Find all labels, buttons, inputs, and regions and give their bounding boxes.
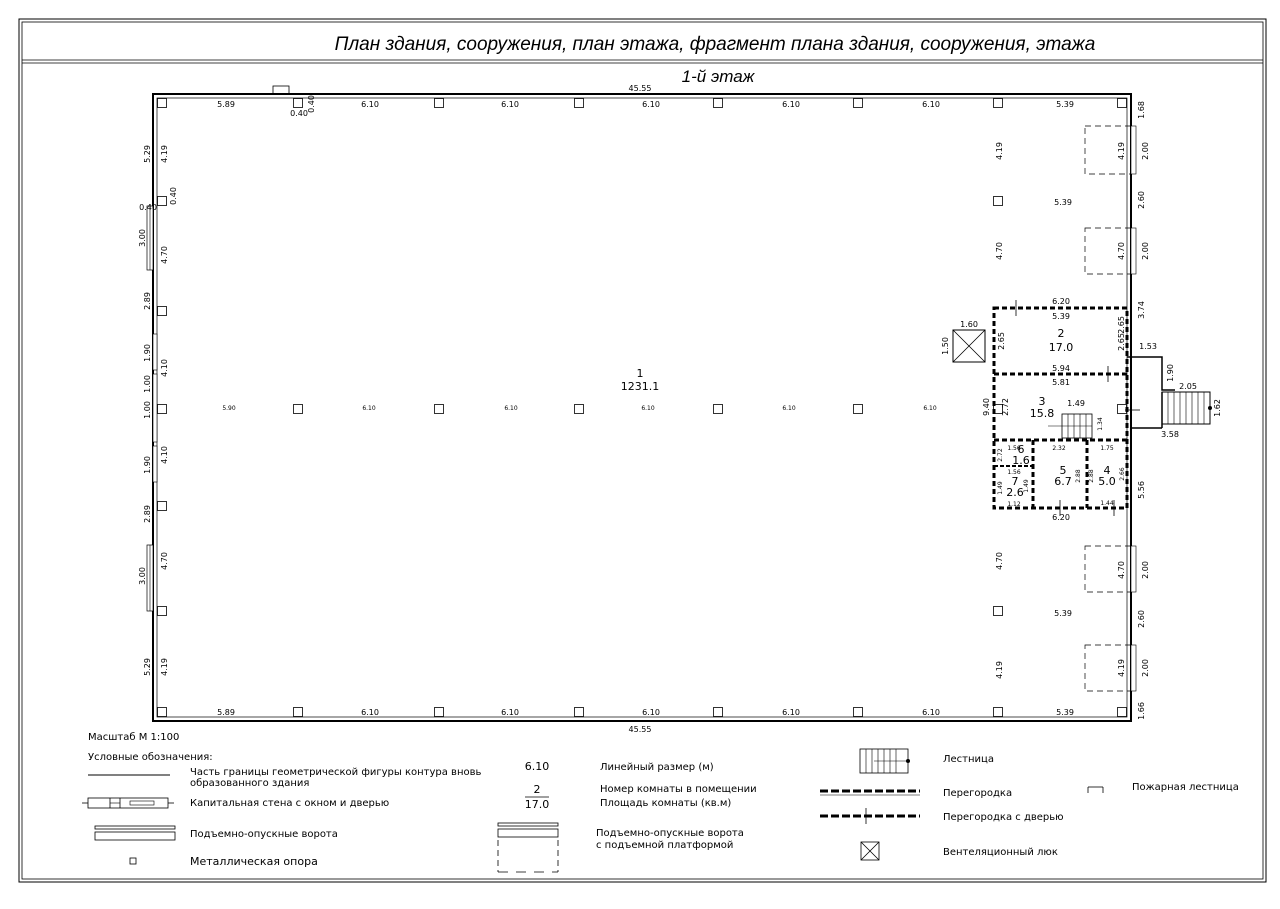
block-dim: 1.12	[1007, 501, 1021, 508]
block-dim: 1.56	[1007, 445, 1021, 452]
legend-linear-label: Линейный размер (м)	[600, 762, 714, 773]
stair-dim: 1.62	[1213, 399, 1222, 417]
left-dim: 3.00	[138, 567, 147, 585]
legend-room-num: 2	[533, 783, 541, 796]
right-dim: 2.60	[1137, 191, 1146, 209]
small-dim: 0.40	[290, 109, 308, 118]
legend-vent-symbol	[861, 842, 879, 860]
block-dim: 5.81	[1052, 378, 1070, 387]
left-dim: 1.90	[143, 456, 152, 474]
legend-fire-stairs-symbol	[1088, 787, 1103, 793]
room-number: 7	[1011, 475, 1019, 488]
metal-support	[854, 99, 863, 108]
span-dim-bottom: 5.89	[217, 708, 235, 717]
metal-support	[158, 708, 167, 717]
column-dim: 4.19	[995, 661, 1004, 679]
metal-support	[854, 405, 863, 414]
legend-heading: Условные обозначения:	[88, 752, 213, 763]
span-dim-middle: 6.10	[504, 405, 518, 412]
span-dim-bottom: 6.10	[642, 708, 660, 717]
block-dim: 6.20	[1052, 297, 1070, 306]
room-area: 1.6	[1012, 454, 1030, 467]
right-inner-dim: 4.70	[1117, 561, 1126, 579]
column-dim: 4.70	[995, 552, 1004, 570]
left-inner-dim: 4.70	[160, 552, 169, 570]
legend-gates-symbol	[95, 826, 175, 840]
block-dim: 2.88	[1075, 469, 1082, 483]
span-dim-bottom: 6.10	[501, 708, 519, 717]
span-dim-bottom: 5.39	[1056, 708, 1074, 717]
block-dim: 1.49	[1067, 399, 1085, 408]
left-dim: 1.00	[143, 401, 152, 419]
metal-support	[435, 405, 444, 414]
right-dim: 5.56	[1137, 481, 1146, 499]
sheet-title: План здания, сооружения, план этажа, фрагмент плана здания, сооружения, этажа	[334, 34, 1096, 55]
room-area: 15.8	[1029, 407, 1055, 420]
metal-support	[575, 405, 584, 414]
metal-support	[1118, 405, 1127, 414]
left-dim: 5.29	[143, 658, 152, 676]
vent-width: 1.60	[960, 320, 978, 329]
room-area: 17.0	[1048, 341, 1074, 354]
right-dim: 3.74	[1137, 301, 1146, 319]
metal-support	[294, 99, 303, 108]
right-inner-dim: 4.70	[1117, 242, 1126, 260]
metal-support	[714, 405, 723, 414]
legend-platform-gates-label-1: Подъемно-опускные ворота	[596, 828, 744, 839]
span-dim-middle: 5.90	[222, 405, 236, 412]
block-dim: 1.34	[1097, 417, 1104, 431]
left-inner-dim: 4.19	[160, 145, 169, 163]
metal-support	[994, 197, 1003, 206]
left-door	[153, 374, 157, 442]
metal-support	[575, 708, 584, 717]
metal-support	[158, 99, 167, 108]
room-number: 3	[1038, 395, 1046, 408]
left-inner-dim: 4.70	[160, 246, 169, 264]
left-window	[153, 446, 157, 482]
span-dim-middle: 6.10	[641, 405, 655, 412]
stair-dim: 1.53	[1139, 342, 1157, 351]
legend-room-num-label: Номер комнаты в помещении	[600, 784, 757, 795]
legend-support-symbol	[130, 858, 136, 864]
column-dim: 4.19	[995, 142, 1004, 160]
metal-support	[158, 405, 167, 414]
span-dim-middle: 6.10	[362, 405, 376, 412]
left-dim: 1.00	[143, 375, 152, 393]
overall-dim-bottom: 45.55	[628, 725, 652, 734]
right-dim: 2.00	[1141, 242, 1150, 260]
block-dim: 5.39	[1052, 312, 1070, 321]
right-dim: 2.00	[1141, 659, 1150, 677]
block-dim: 5.94	[1052, 364, 1070, 373]
span-dim-bottom: 6.10	[361, 708, 379, 717]
floor-label: 1-й этаж	[681, 67, 755, 86]
block-dim: 6.20	[1052, 513, 1070, 522]
span-dim-top: 6.10	[782, 100, 800, 109]
span-dim-middle: 6.10	[923, 405, 937, 412]
block-dim: 2.72	[997, 448, 1004, 462]
column-dim: 5.39	[1054, 609, 1072, 618]
hall-area: 1231.1	[620, 380, 660, 393]
overall-dim-top: 45.55	[628, 84, 652, 93]
metal-support	[294, 708, 303, 717]
span-dim-top: 6.10	[922, 100, 940, 109]
legend-vent-label: Вентеляционный люк	[943, 847, 1058, 858]
fire-stairs-mark	[273, 86, 289, 94]
span-dim-top: 5.89	[217, 100, 235, 109]
legend-gates-label: Подъемно-опускные ворота	[190, 829, 338, 840]
left-inner-dim: 0.40	[139, 203, 157, 212]
metal-support	[294, 405, 303, 414]
stair-dim: 1.90	[1166, 364, 1175, 382]
metal-support	[1118, 708, 1127, 717]
block-dim: 1.75	[1100, 445, 1114, 452]
legend-platform-gates-symbol	[498, 823, 558, 872]
block-dim: 1.56	[1007, 469, 1021, 476]
metal-support	[435, 99, 444, 108]
metal-support	[994, 708, 1003, 717]
legend-partition-label: Перегородка	[943, 788, 1013, 799]
column-dim: 4.70	[995, 242, 1004, 260]
right-dim: 2.60	[1137, 610, 1146, 628]
legend-fire-stairs-label: Пожарная лестница	[1132, 782, 1239, 793]
metal-support	[158, 607, 167, 616]
metal-support	[854, 708, 863, 717]
room-number: 6	[1017, 443, 1025, 456]
right-dim: 2.00	[1141, 561, 1150, 579]
metal-support	[158, 307, 167, 316]
block-dim: 2.72	[1001, 398, 1010, 416]
stair-dim: 2.05	[1179, 382, 1197, 391]
block-dim: 1.44	[1100, 500, 1114, 507]
legend-partition-door-label: Перегородка с дверью	[943, 812, 1064, 823]
legend-partition-symbol	[820, 791, 920, 795]
span-dim-top: 6.10	[361, 100, 379, 109]
block-dim: 2.32	[1052, 445, 1066, 452]
left-window	[153, 334, 157, 370]
left-inner-dim: 4.10	[160, 446, 169, 464]
room-area: 6.7	[1054, 475, 1072, 488]
right-dim: 2.00	[1141, 142, 1150, 160]
left-dim: 3.00	[138, 229, 147, 247]
span-dim-top: 6.10	[642, 100, 660, 109]
room-number: 2	[1057, 327, 1065, 340]
legend-stairs-symbol	[860, 749, 910, 773]
block-dim: 1.49	[997, 481, 1004, 495]
metal-support	[435, 708, 444, 717]
left-dim: 2.89	[143, 505, 152, 523]
span-dim-top: 5.39	[1056, 100, 1074, 109]
block-dim: 9.40	[982, 398, 991, 416]
legend-room-area-label: Площадь комнаты (кв.м)	[600, 798, 732, 809]
legend-boundary-label: Часть границы геометрической фигуры контура вновь образованного здания	[190, 767, 482, 789]
metal-support	[575, 99, 584, 108]
sheet-frame-inner	[22, 22, 1263, 879]
room-number: 4	[1103, 464, 1111, 477]
left-inner-dim: 4.19	[160, 658, 169, 676]
block-dim: 2.88	[1088, 469, 1095, 483]
legend-wall-label: Капитальная стена с окном и дверью	[190, 798, 390, 809]
column-dim: 5.39	[1054, 198, 1072, 207]
right-dim: 1.68	[1137, 101, 1146, 119]
legend-linear-num: 6.10	[524, 760, 550, 773]
stair-dim: 3.58	[1161, 430, 1179, 439]
room-number: 5	[1059, 464, 1067, 477]
room-area: 2.6	[1006, 486, 1024, 499]
span-dim-bottom: 6.10	[922, 708, 940, 717]
metal-support	[994, 99, 1003, 108]
metal-support	[158, 197, 167, 206]
hall-number: 1	[636, 367, 644, 380]
block-dim: 2.65	[997, 332, 1006, 350]
left-dim: 5.29	[143, 145, 152, 163]
metal-support	[994, 607, 1003, 616]
right-dim: 1.66	[1137, 702, 1146, 720]
right-dim: 2.65	[1117, 333, 1126, 351]
left-dim: 2.89	[143, 292, 152, 310]
room-area: 5.0	[1098, 475, 1116, 488]
legend-partition-door-symbol	[820, 808, 920, 824]
small-dim: 0.40	[307, 95, 316, 113]
right-inner-dim: 4.19	[1117, 659, 1126, 677]
metal-support	[1118, 99, 1127, 108]
left-dim: 1.90	[143, 344, 152, 362]
metal-support	[714, 708, 723, 717]
left-inner-dim: 4.10	[160, 359, 169, 377]
span-dim-middle: 6.10	[782, 405, 796, 412]
span-dim-bottom: 6.10	[782, 708, 800, 717]
block-dim: 1.49	[1023, 479, 1030, 493]
vent-height: 1.50	[941, 337, 950, 355]
right-inner-dim: 4.19	[1117, 142, 1126, 160]
legend-support-label: Металлическая опора	[190, 855, 318, 868]
metal-support	[158, 502, 167, 511]
scale-label: Масштаб М 1:100	[88, 732, 180, 743]
legend-room-area: 17.0	[524, 798, 550, 811]
block-dim: 2.66	[1119, 467, 1126, 481]
span-dim-top: 6.10	[501, 100, 519, 109]
metal-support	[714, 99, 723, 108]
inner-stairs	[1048, 414, 1092, 438]
block-dim: 2.65	[1117, 316, 1126, 334]
legend-platform-gates-label-2: с подъемной платформой	[596, 840, 734, 851]
left-inner-dim: 0.40	[169, 187, 178, 205]
legend-wall-symbol	[82, 798, 174, 808]
legend-stairs-label: Лестница	[943, 754, 994, 765]
